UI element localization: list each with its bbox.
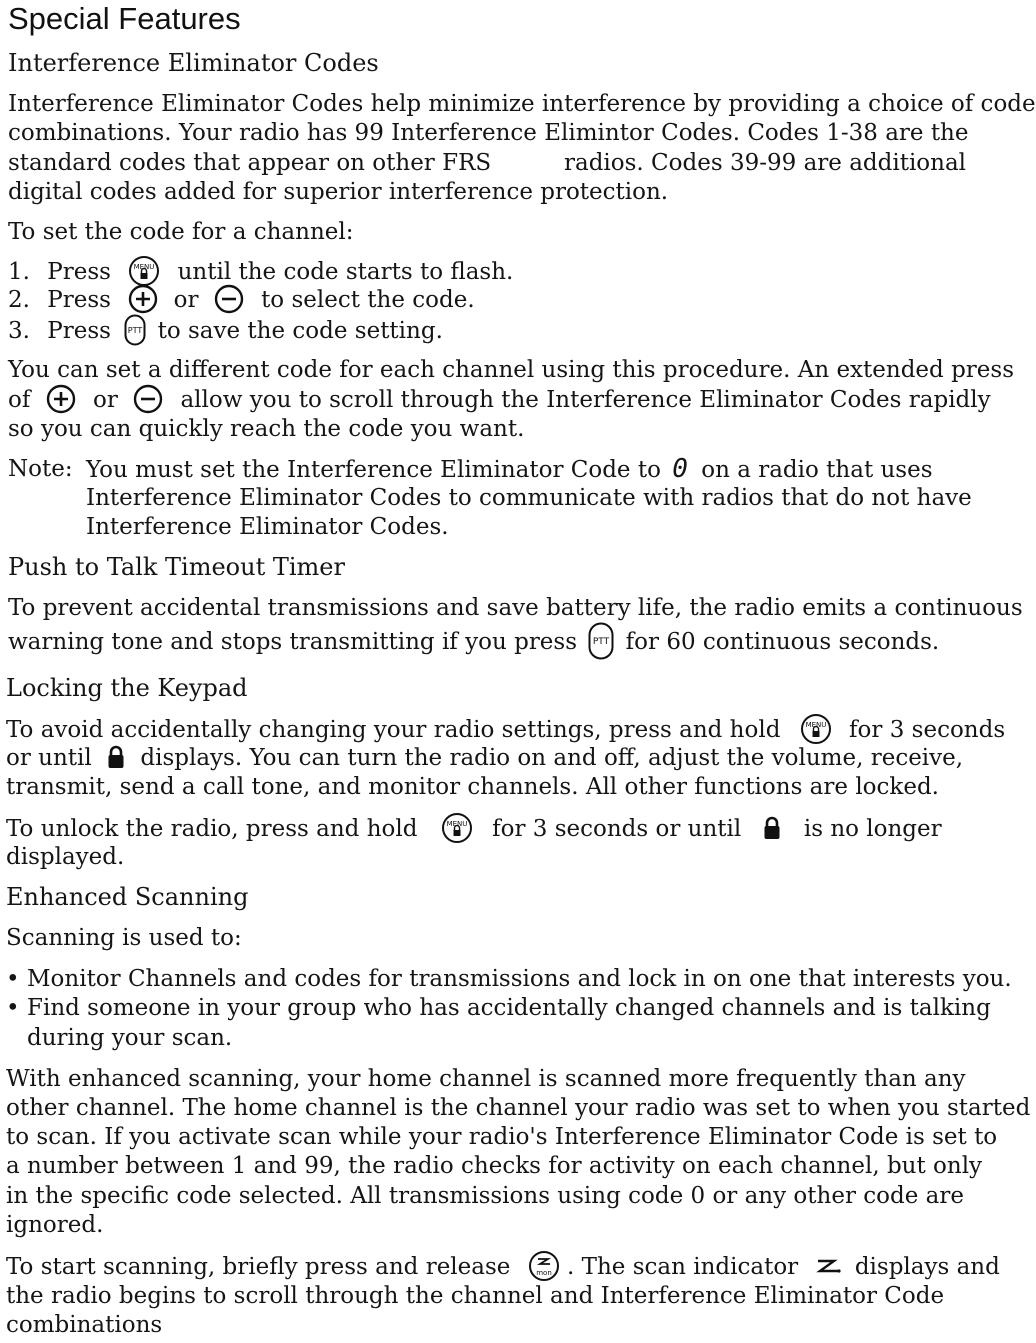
note-label: Note: xyxy=(8,456,73,482)
unlock-line-1 xyxy=(6,814,942,846)
step-text: Press xyxy=(47,318,111,344)
step-2 xyxy=(8,286,475,316)
bullet-dot: • xyxy=(6,966,20,992)
lock-line-3: transmit, send a call tone, and monitor channels. All other functions are locked. xyxy=(6,774,939,800)
step-1 xyxy=(8,257,513,289)
scan-start-line-2: the radio begins to scroll through the channel and Interference Eliminator Code xyxy=(6,1283,945,1309)
iec-intro-line-4: digital codes added for superior interference protection. xyxy=(8,179,669,205)
step-text: until the code starts to flash. xyxy=(177,259,514,285)
bullet-2-cont: during your scan. xyxy=(27,1025,233,1051)
scan-indicator-icon xyxy=(816,1257,842,1275)
note-text: on a radio that uses xyxy=(701,457,933,483)
menu-lock-icon xyxy=(128,255,160,287)
scan-body-1: With enhanced scanning, your home channel is scanned more frequently than any xyxy=(6,1066,966,1092)
lock-line-1 xyxy=(6,715,1005,747)
minus-icon xyxy=(133,384,163,414)
scan-intro: Scanning is used to: xyxy=(6,925,242,951)
iec-set-intro: To set the code for a channel: xyxy=(8,219,354,245)
scan-mon-button-icon xyxy=(528,1250,560,1282)
step-number: 3. xyxy=(8,318,30,344)
scan-body-4: a number between 1 and 99, the radio checks for activity on each channel, but only xyxy=(6,1153,983,1179)
scan-start-line-1 xyxy=(6,1252,1000,1284)
extended-line-2 xyxy=(8,386,991,416)
step-number: 2. xyxy=(8,287,30,313)
scan-body-6: ignored. xyxy=(6,1212,104,1238)
lock-text: displays. You can turn the radio on and off, adjust the volume, receive, xyxy=(140,745,964,771)
bullet-text: Monitor Channels and codes for transmissions and lock in on one that interests you. xyxy=(27,966,1012,992)
extended-line-3: so you can quickly reach the code you want. xyxy=(8,416,525,442)
bullet-text: Find someone in your group who has accidentally changed channels and is talking xyxy=(27,995,991,1021)
note-line-2: Interference Eliminator Codes to communicate with radios that do not have xyxy=(86,485,972,511)
menu-lock-icon xyxy=(800,713,832,745)
extended-text: allow you to scroll through the Interference Eliminator Codes rapidly xyxy=(180,387,991,413)
iec-intro-line-3a: standard codes that appear on other FRS xyxy=(8,150,492,176)
scan-body-2: other channel. The home channel is the channel your radio was set to when you started xyxy=(6,1095,1031,1121)
minus-icon xyxy=(214,284,244,314)
page-title: Special Features xyxy=(8,1,241,36)
plus-icon xyxy=(128,284,158,314)
svg-text:MENU: MENU xyxy=(446,820,468,828)
unlock-line-2: displayed. xyxy=(6,844,125,870)
lock-text: for 3 seconds xyxy=(849,717,1006,743)
svg-text:MENU: MENU xyxy=(133,263,155,271)
bullet-dot: • xyxy=(6,995,20,1021)
scan-start-text: To start scanning, briefly press and release xyxy=(6,1254,511,1280)
svg-text:MENU: MENU xyxy=(805,721,827,729)
ptt-line-2 xyxy=(8,624,939,662)
ptt-text: warning tone and stops transmitting if you press xyxy=(8,629,578,655)
scan-body-5: in the specific code selected. All transmissions using code 0 or any other code are xyxy=(6,1183,964,1209)
unlock-text: for 3 seconds or until xyxy=(492,816,742,842)
lock-text: or until xyxy=(6,745,92,771)
iec-intro-line-2: combinations. Your radio has 99 Interference Elimintor Codes. Codes 1-38 are the xyxy=(8,120,969,146)
step-text: to save the code setting. xyxy=(157,318,443,344)
plus-icon xyxy=(46,384,76,414)
step-number: 1. xyxy=(8,259,30,285)
step-text: to select the code. xyxy=(261,287,475,313)
scan-start-line-3: combinations xyxy=(6,1312,163,1338)
svg-text:PTT: PTT xyxy=(593,637,610,647)
scan-start-text: displays and xyxy=(854,1254,1000,1280)
svg-text:PTT: PTT xyxy=(128,326,143,335)
lock-text: To avoid accidentally changing your radio settings, press and hold xyxy=(6,717,781,743)
extended-text: of xyxy=(8,387,31,413)
lock-line-2 xyxy=(6,744,963,773)
ptt-icon xyxy=(124,314,146,346)
lock-heading: Locking the Keypad xyxy=(6,674,248,702)
bullet-2 xyxy=(6,994,991,1023)
step-text: or xyxy=(173,287,199,313)
extended-line-1: You can set a different code for each channel using this procedure. An extended press xyxy=(8,357,1015,383)
unlock-text: To unlock the radio, press and hold xyxy=(6,816,418,842)
scan-start-text: . The scan indicator xyxy=(567,1254,799,1280)
lock-icon xyxy=(107,745,125,769)
scan-body-3: to scan. If you activate scan while your radio's Interference Eliminator Code is set to xyxy=(6,1124,998,1150)
lock-icon xyxy=(763,816,781,840)
iec-intro-line-3b: radios. Codes 39-99 are additional xyxy=(564,150,967,176)
iec-heading: Interference Eliminator Codes xyxy=(8,49,379,77)
step-text: Press xyxy=(47,287,111,313)
ptt-icon xyxy=(588,622,614,660)
segment-zero-glyph: 0 xyxy=(672,454,688,484)
ptt-line-1: To prevent accidental transmissions and save battery life, the radio emits a continuous xyxy=(8,595,1023,621)
svg-text:mon: mon xyxy=(535,1269,552,1277)
scan-heading: Enhanced Scanning xyxy=(6,883,249,911)
step-text: Press xyxy=(47,259,111,285)
unlock-text: is no longer xyxy=(803,816,942,842)
note-text: You must set the Interference Eliminator Code to xyxy=(86,457,661,483)
ptt-text: for 60 continuous seconds. xyxy=(625,629,940,655)
note-line-1 xyxy=(86,455,933,485)
menu-lock-icon xyxy=(441,812,473,844)
extended-text: or xyxy=(93,387,118,413)
iec-intro-line-1: Interference Eliminator Codes help minimize interference by providing a choice of code xyxy=(8,91,1036,117)
note-line-3: Interference Eliminator Codes. xyxy=(86,514,449,540)
ptt-heading: Push to Talk Timeout Timer xyxy=(8,553,345,581)
bullet-1 xyxy=(6,965,1012,994)
step-3 xyxy=(8,316,443,348)
